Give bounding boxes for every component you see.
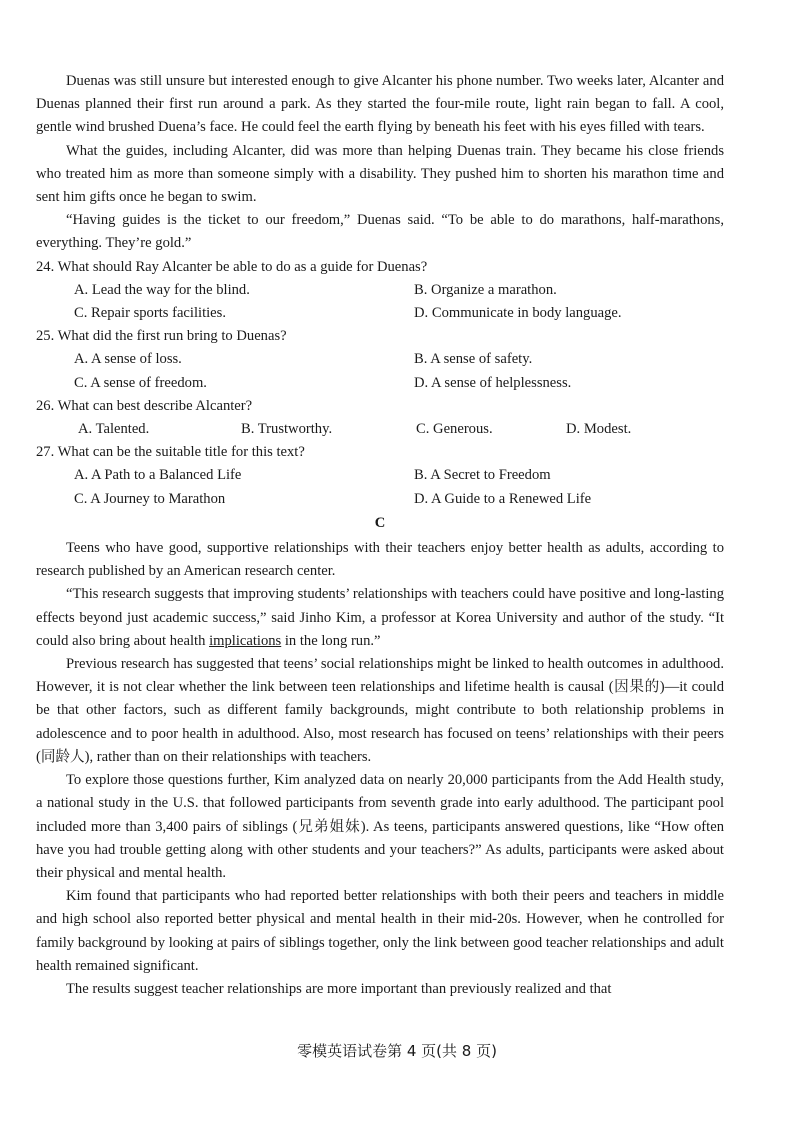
- option-c: C. A Journey to Marathon: [74, 490, 226, 507]
- option-c: C. Generous.: [416, 421, 493, 438]
- question-25: [36, 325, 724, 395]
- passage-paragraph: The results suggest teacher relationships are more important than previously realized and that: [66, 980, 612, 997]
- option-c: C. A sense of freedom.: [74, 374, 207, 391]
- option-d: D. Communicate in body language.: [414, 305, 622, 322]
- page-footer: 零模英语试卷第 4 页(共 8 页): [297, 1042, 497, 1060]
- question-stem: 25. What did the first run bring to Duenas?: [36, 328, 287, 345]
- answer-options: [36, 348, 724, 394]
- option-c: C. Repair sports facilities.: [74, 305, 226, 322]
- option-d: D. Modest.: [566, 421, 632, 438]
- passage-paragraph: What the guides, including Alcanter, did was more than helping Duenas train. They became his close friends who treated him as more than someone simply with a disability. They pushed him to shorten his marathon time and sent him gifts once he began to swim.: [36, 142, 724, 206]
- question-stem: 24. What should Ray Alcanter be able to do as a guide for Duenas?: [36, 258, 428, 275]
- option-b: B. Organize a marathon.: [414, 281, 557, 298]
- question-stem: 26. What can best describe Alcanter?: [36, 397, 253, 414]
- section-heading: C: [374, 514, 386, 531]
- passage-paragraph: “Having guides is the ticket to our freedom,” Duenas said. “To be able to do marathons, half-marathons, everything. They’re gold.”: [36, 212, 724, 252]
- answer-options: [36, 418, 724, 441]
- underlined-word: implications: [209, 632, 282, 649]
- option-b: B. A sense of safety.: [414, 351, 533, 368]
- question-24: [36, 256, 724, 326]
- passage-paragraph: Previous research has suggested that teens’ social relationships might be linked to health outcomes in adulthood. However, it is not clear whether the link between teen relationships and lifetime health is causal (因果的)—it could be that other factors, such as different family backgrounds, might contribute to both relationship problems in adolescence and to poor health in adulthood. Also, most research has focused on teens’ relationships with their peers (同龄人), rather than on their relationships with teachers.: [36, 656, 724, 765]
- passage-paragraph: Kim found that participants who had reported better relationships with both their peers and teachers in middle and high school also reported better physical and mental health in their mid-20s. However, when he controlled for family background by looking at pairs of siblings together, only the link between good teacher relationships and adult health remained significant.: [36, 888, 724, 974]
- question-27: [36, 441, 724, 511]
- passage-paragraph: To explore those questions further, Kim analyzed data on nearly 20,000 participants from the Add Health study, a national study in the U.S. that followed participants from seventh grade into early adulthood. The participant pool included more than 3,400 pairs of siblings (兄弟姐妹). As teens, participants answered questions, like “How often have you had trouble getting along with other students and your teachers?” As adults, participants were asked about their physical and mental health.: [36, 772, 724, 881]
- passage-paragraph: Teens who have good, supportive relationships with their teachers enjoy better health as adults, according to research published by an American research center.: [36, 540, 724, 580]
- option-a: A. Lead the way for the blind.: [74, 281, 250, 298]
- quote-text: in the long run.”: [281, 632, 381, 649]
- quote-text: “This research suggests that improving students’ relationships with teachers could have positive and long-lasting effects beyond just academic success,” said Jinho Kim, a professor at Korea University and author of the study. “It could also bring about health: [36, 586, 724, 649]
- answer-options: [36, 279, 724, 325]
- option-a: A. Talented.: [78, 421, 150, 438]
- page-content: [36, 70, 724, 1001]
- option-b: B. A Secret to Freedom: [414, 467, 551, 484]
- question-26: [36, 395, 724, 441]
- option-b: B. Trustworthy.: [241, 421, 333, 438]
- question-stem: 27. What can be the suitable title for this text?: [36, 444, 305, 461]
- option-d: D. A sense of helplessness.: [414, 374, 572, 391]
- option-d: D. A Guide to a Renewed Life: [414, 490, 592, 507]
- passage-paragraph: [36, 583, 724, 653]
- passage-paragraph: Duenas was still unsure but interested enough to give Alcanter his phone number. Two weeks later, Alcanter and Duenas planned their first run around a park. As they started the four-mile route, light rain began to fall. A cool, gentle wind brushed Duena’s face. He could feel the earth flying by beneath his feet with his eyes filled with tears.: [36, 73, 724, 136]
- option-a: A. A sense of loss.: [74, 351, 182, 368]
- answer-options: [36, 464, 724, 510]
- option-a: A. A Path to a Balanced Life: [74, 467, 242, 484]
